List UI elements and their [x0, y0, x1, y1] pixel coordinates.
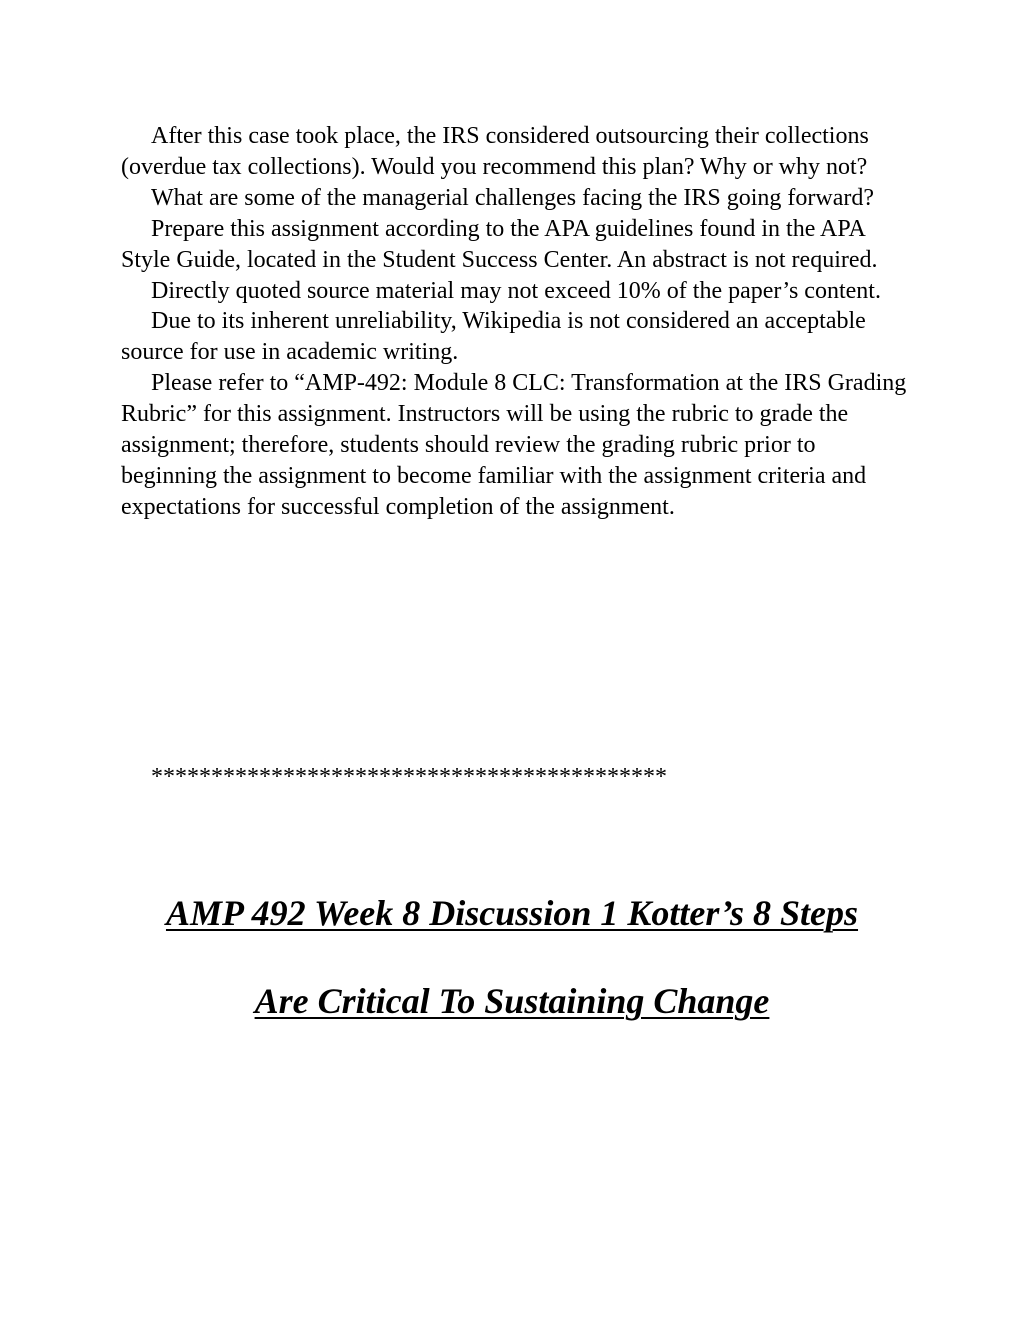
paragraph-quoted-material: Directly quoted source material may not exceed 10% of the paper’s content. [151, 277, 881, 304]
heading-title-line-1 [0, 891, 1024, 935]
instructions-body [121, 121, 911, 523]
paragraph-apa-guidelines: Prepare this assignment according to the APA guidelines found in the APA Style Guide, located in the Student Success Center. An abstract is not required. [121, 215, 878, 273]
paragraph-wikipedia: Due to its inherent unreliability, Wikipedia is not considered an acceptable source for use in academic writing. [121, 308, 866, 366]
paragraph-managerial-challenges: What are some of the managerial challenges facing the IRS going forward? [151, 184, 875, 211]
separator-stars: ******************************************* [151, 764, 667, 790]
heading-title-text-2: Are Critical To Sustaining Change [254, 981, 770, 1021]
heading-title-text-1: AMP 492 Week 8 Discussion 1 Kotter’s 8 Steps [165, 893, 859, 933]
paragraph-rubric: Please refer to “AMP-492: Module 8 CLC: Transformation at the IRS Grading Rubric” for this assignment. Instructors will be using the rubric to grade the assignment; therefore, students should review the grading rubric prior to beginning the assignment to become familiar with the assignment criteria and expectations for successful completion of the assignment. [121, 370, 907, 520]
heading-title-line-2 [0, 979, 1024, 1023]
paragraph-outsourcing-question: After this case took place, the IRS considered outsourcing their collections (overdue tax collections). Would you recommend this plan? Why or why not? [121, 123, 869, 180]
